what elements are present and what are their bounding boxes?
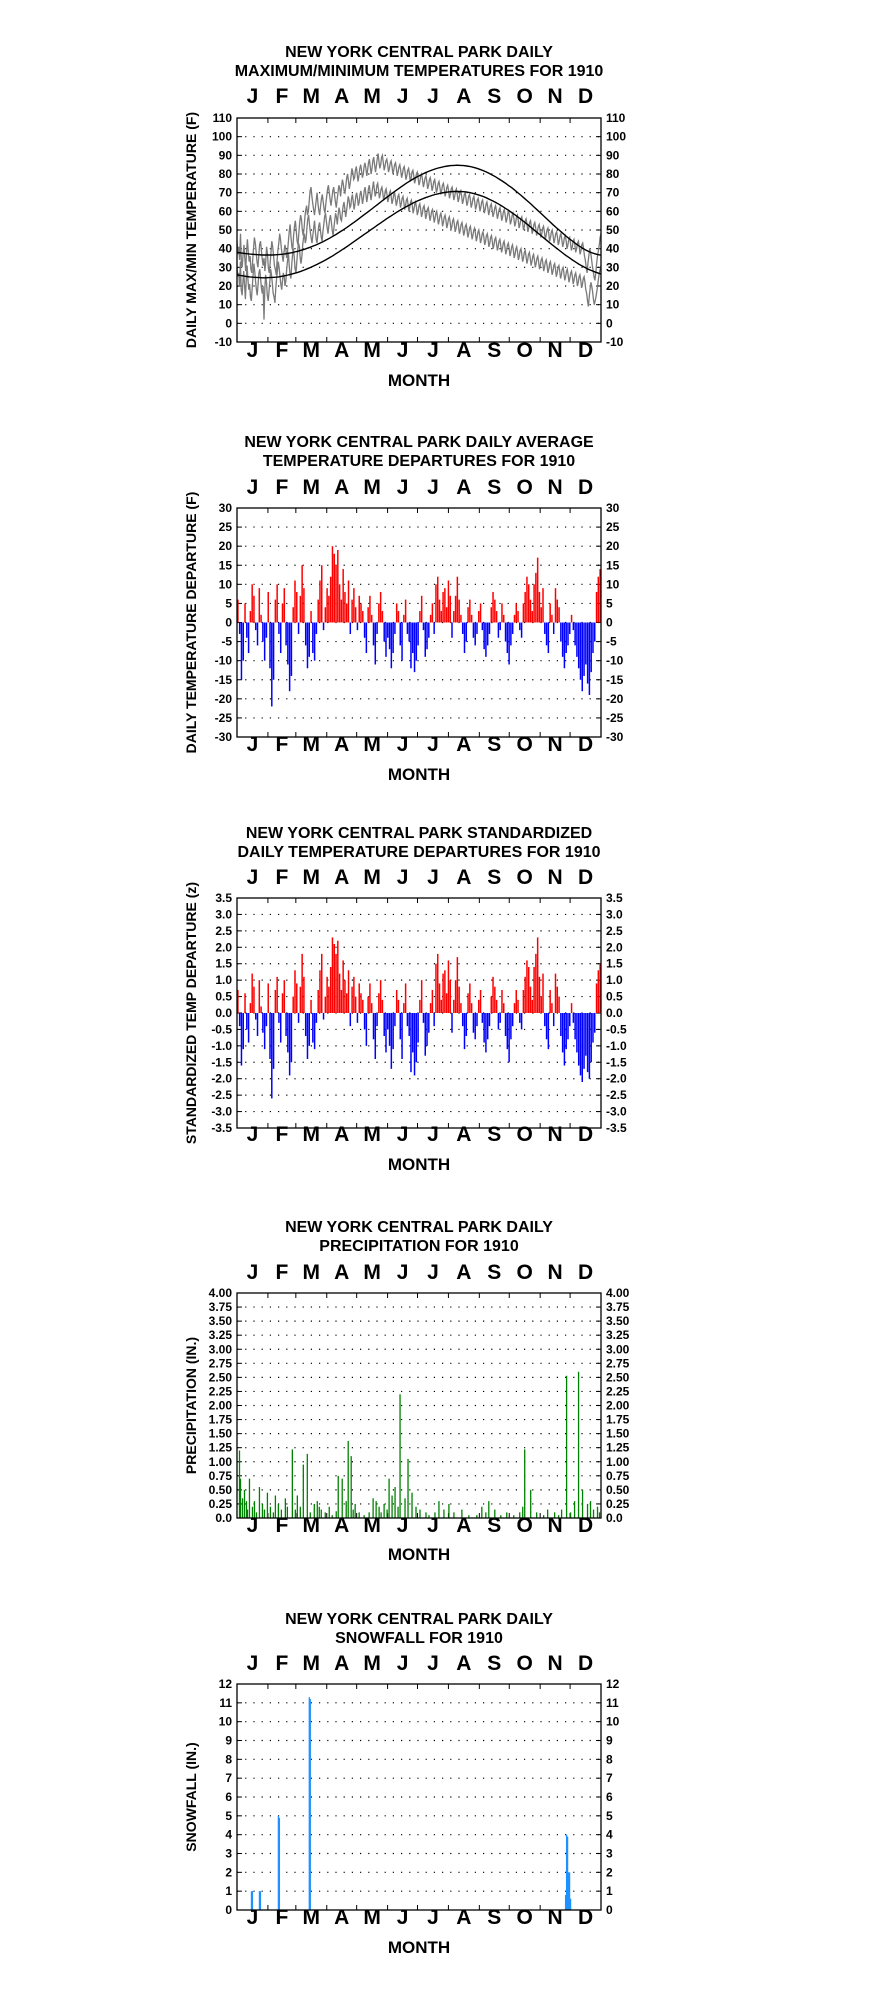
month-label-top: D — [577, 1261, 594, 1284]
y-tick-label-left: -10 — [214, 653, 232, 668]
y-tick-label-left: 10 — [218, 577, 232, 592]
y-tick-label-right: -1.0 — [606, 1038, 627, 1053]
month-label-top: F — [275, 1652, 289, 1675]
month-label-top: A — [456, 1652, 472, 1675]
month-label-bottom: M — [302, 339, 321, 362]
month-label-bottom: S — [487, 1906, 502, 1929]
month-label-bottom: J — [396, 1906, 409, 1929]
y-tick-label-left: 9 — [225, 1733, 232, 1748]
y-tick-label-left: 0.0 — [215, 1511, 232, 1525]
month-label-top: J — [396, 476, 409, 499]
y-tick-label-right: 70 — [606, 185, 620, 200]
month-label-bottom: J — [396, 1514, 409, 1537]
month-label-bottom: A — [456, 339, 472, 362]
y-axis-label: STANDARDIZED TEMP DEPARTURE (z) — [183, 881, 199, 1145]
y-tick-label-left: 3.00 — [208, 1342, 232, 1357]
y-tick-label-right: 5 — [606, 1808, 613, 1823]
x-axis-label: MONTH — [387, 1155, 451, 1174]
chart-panel-3 — [183, 825, 627, 1174]
y-tick-label-right: 2.50 — [606, 1370, 630, 1385]
y-tick-label-right: 2.5 — [606, 923, 623, 938]
month-label-top: F — [275, 1261, 289, 1284]
y-tick-label-left: 1.25 — [208, 1440, 232, 1455]
y-tick-label-right: 0 — [606, 1903, 613, 1917]
month-label-top: A — [334, 85, 350, 108]
month-label-top: J — [427, 476, 439, 499]
month-label-top: J — [396, 866, 409, 889]
y-tick-label-right: 12 — [606, 1677, 620, 1691]
y-axis-label: DAILY TEMPERATURE DEPARTURE (F) — [183, 491, 199, 754]
month-label-top: A — [334, 1261, 350, 1284]
y-tick-label-right: 40 — [606, 241, 620, 256]
y-tick-label-right: 110 — [606, 111, 626, 125]
month-label-bottom: D — [577, 733, 594, 756]
month-label-bottom: O — [516, 733, 533, 756]
month-label-bottom: A — [456, 1514, 472, 1537]
y-tick-label-left: 20 — [218, 279, 232, 293]
y-tick-label-left: 0 — [225, 316, 232, 331]
y-tick-label-right: 3.75 — [606, 1300, 630, 1315]
month-label-top: M — [363, 85, 381, 108]
y-tick-label-right: 20 — [606, 539, 620, 554]
y-tick-label-left: 80 — [218, 167, 232, 181]
month-label-bottom: N — [547, 733, 563, 756]
y-tick-label-right: -20 — [606, 691, 624, 706]
y-tick-label-left: 40 — [218, 241, 232, 256]
y-tick-label-right: 2.0 — [606, 940, 623, 955]
y-tick-label-right: -25 — [606, 710, 624, 725]
y-tick-label-left: 1.75 — [208, 1412, 232, 1427]
y-tick-label-left: -15 — [214, 672, 232, 687]
month-label-top: S — [487, 1652, 502, 1675]
month-label-bottom: S — [487, 733, 502, 756]
y-tick-label-left: 60 — [218, 204, 232, 219]
month-label-top: N — [547, 476, 563, 499]
month-label-bottom: J — [246, 1514, 259, 1537]
y-tick-label-right: 90 — [606, 148, 620, 163]
y-tick-label-right: 0.5 — [606, 989, 623, 1004]
y-tick-label-left: 1.0 — [215, 973, 232, 988]
month-label-top: J — [246, 866, 259, 889]
y-tick-label-left: 1.5 — [215, 956, 232, 971]
y-tick-label-left: -30 — [214, 730, 232, 744]
month-label-top: O — [516, 1261, 533, 1284]
month-label-top: F — [275, 866, 289, 889]
month-label-bottom: A — [334, 339, 350, 362]
month-label-bottom: S — [487, 1514, 502, 1537]
y-tick-label-left: 2.75 — [208, 1356, 232, 1371]
y-tick-label-right: 0.75 — [606, 1468, 630, 1483]
month-label-top: M — [302, 85, 321, 108]
month-label-bottom: M — [363, 1906, 381, 1929]
y-tick-label-left: 15 — [218, 558, 232, 573]
month-label-top: J — [246, 85, 259, 108]
month-label-bottom: J — [427, 1123, 439, 1146]
month-label-top: J — [246, 1652, 259, 1675]
y-tick-label-right: -2.0 — [606, 1071, 627, 1086]
month-label-top: D — [577, 1652, 594, 1675]
month-label-bottom: M — [302, 1123, 321, 1146]
y-tick-label-right: -30 — [606, 730, 624, 744]
y-tick-label-left: 0 — [225, 615, 232, 630]
month-label-top: O — [516, 85, 533, 108]
month-label-top: J — [427, 85, 439, 108]
month-label-bottom: J — [246, 339, 259, 362]
month-label-top: N — [547, 1261, 563, 1284]
month-label-top: N — [547, 85, 563, 108]
y-tick-label-left: 100 — [211, 129, 232, 144]
y-tick-label-left: -0.5 — [211, 1022, 232, 1037]
y-tick-label-left: 3 — [225, 1846, 232, 1861]
month-label-bottom: N — [547, 339, 563, 362]
month-label-top: J — [396, 1652, 409, 1675]
month-label-bottom: J — [396, 1123, 409, 1146]
y-tick-label-right: 5 — [606, 596, 613, 611]
y-tick-label-right: 1.50 — [606, 1426, 630, 1441]
month-label-top: N — [547, 1652, 563, 1675]
y-tick-label-left: 3.25 — [208, 1328, 232, 1343]
y-tick-label-right: 3.0 — [606, 907, 623, 922]
month-label-top: J — [246, 1261, 259, 1284]
y-tick-label-right: 7 — [606, 1771, 613, 1786]
month-label-bottom: M — [363, 339, 381, 362]
month-label-bottom: M — [363, 1514, 381, 1537]
y-tick-label-right: 50 — [606, 223, 620, 237]
y-tick-label-left: -1.5 — [211, 1055, 232, 1070]
y-tick-label-right: 10 — [606, 577, 620, 592]
y-tick-label-left: 6 — [225, 1790, 232, 1804]
y-tick-label-right: -3.5 — [606, 1121, 627, 1135]
y-tick-label-right: 1.0 — [606, 973, 623, 988]
month-label-bottom: J — [246, 1123, 259, 1146]
y-tick-label-left: 2.0 — [215, 940, 232, 955]
y-tick-label-left: 10 — [218, 297, 232, 312]
month-label-top: J — [427, 1261, 439, 1284]
y-tick-label-right: -15 — [606, 672, 624, 687]
y-tick-label-left: -3.0 — [211, 1104, 232, 1119]
month-label-bottom: M — [302, 1906, 321, 1929]
month-label-bottom: A — [456, 1123, 472, 1146]
y-tick-label-right: 4 — [606, 1827, 613, 1842]
month-label-top: M — [363, 1652, 381, 1675]
y-tick-label-left: 0.50 — [208, 1482, 232, 1497]
month-label-bottom: A — [334, 733, 350, 756]
month-label-bottom: N — [547, 1123, 563, 1146]
month-label-top: J — [246, 476, 259, 499]
y-tick-label-right: 2.25 — [606, 1384, 630, 1399]
month-label-bottom: D — [577, 1123, 594, 1146]
y-tick-label-right: 6 — [606, 1790, 613, 1804]
y-tick-label-right: 15 — [606, 558, 620, 573]
month-label-top: S — [487, 85, 502, 108]
chart-title-line: SNOWFALL FOR 1910 — [335, 1630, 503, 1647]
y-tick-label-right: 25 — [606, 520, 620, 535]
y-tick-label-left: -10 — [214, 335, 232, 349]
y-tick-label-right: -10 — [606, 335, 624, 349]
month-label-top: D — [577, 866, 594, 889]
y-tick-label-right: 20 — [606, 279, 620, 293]
chart-panel-5 — [183, 1611, 620, 1957]
chart-title-line: TEMPERATURE DEPARTURES FOR 1910 — [262, 453, 576, 470]
month-label-bottom: F — [275, 1906, 289, 1929]
month-label-top: J — [427, 1652, 439, 1675]
y-tick-label-left: 12 — [218, 1677, 232, 1691]
y-tick-label-left: 2.5 — [215, 923, 232, 938]
y-tick-label-left: 2.50 — [208, 1370, 232, 1385]
y-tick-label-right: -1.5 — [606, 1055, 627, 1070]
month-label-top: S — [487, 1261, 502, 1284]
month-label-top: S — [487, 476, 502, 499]
y-tick-label-left: 110 — [212, 111, 232, 125]
month-label-top: F — [275, 476, 289, 499]
y-tick-label-right: 30 — [606, 501, 620, 515]
y-tick-label-left: 3.0 — [215, 907, 232, 922]
chart-title-line: MAXIMUM/MINIMUM TEMPERATURES FOR 1910 — [234, 63, 604, 80]
month-label-top: M — [302, 476, 321, 499]
month-label-bottom: F — [275, 339, 289, 362]
y-axis-label: DAILY MAX/MIN TEMPERATURE (F) — [183, 111, 199, 349]
month-label-bottom: J — [427, 339, 439, 362]
y-tick-label-right: 2.75 — [606, 1356, 630, 1371]
month-label-bottom: J — [396, 733, 409, 756]
y-tick-label-left: 1.50 — [208, 1426, 232, 1441]
month-label-top: D — [577, 85, 594, 108]
month-label-top: A — [456, 866, 472, 889]
y-tick-label-left: 2 — [225, 1865, 232, 1880]
month-label-bottom: O — [516, 1906, 533, 1929]
y-tick-label-left: 3.75 — [208, 1300, 232, 1315]
y-tick-label-left: 3.5 — [215, 891, 232, 905]
y-tick-label-right: -10 — [606, 653, 624, 668]
y-tick-label-right: 2.00 — [606, 1398, 630, 1413]
month-label-bottom: M — [302, 1514, 321, 1537]
month-label-top: A — [334, 866, 350, 889]
month-label-bottom: J — [427, 1514, 439, 1537]
month-label-bottom: D — [577, 339, 594, 362]
y-tick-label-right: 3 — [606, 1846, 613, 1861]
chart-title-line: NEW YORK CENTRAL PARK DAILY — [285, 1219, 553, 1236]
chart-panel-1 — [183, 44, 626, 390]
y-tick-label-right: 80 — [606, 167, 620, 181]
month-label-top: J — [396, 1261, 409, 1284]
y-tick-label-right: 1.5 — [606, 956, 623, 971]
y-axis-label: PRECIPITATION (IN.) — [183, 1336, 199, 1475]
month-label-bottom: O — [516, 1514, 533, 1537]
month-label-top: A — [334, 1652, 350, 1675]
y-tick-label-right: 60 — [606, 204, 620, 219]
y-tick-label-right: 10 — [606, 1714, 620, 1729]
y-tick-label-right: 0 — [606, 316, 613, 331]
y-tick-label-right: 8 — [606, 1752, 613, 1767]
month-label-bottom: A — [334, 1906, 350, 1929]
month-label-bottom: M — [363, 1123, 381, 1146]
x-axis-label: MONTH — [387, 371, 451, 390]
y-tick-label-right: 30 — [606, 260, 620, 275]
month-label-bottom: F — [275, 1514, 289, 1537]
y-tick-label-left: 0.0 — [215, 1006, 232, 1020]
month-label-top: A — [456, 1261, 472, 1284]
y-tick-label-left: -1.0 — [211, 1038, 232, 1053]
month-label-bottom: M — [302, 733, 321, 756]
y-tick-label-left: -2.0 — [211, 1071, 232, 1086]
month-label-top: N — [547, 866, 563, 889]
y-tick-label-left: -5 — [221, 634, 232, 649]
y-tick-label-left: 20 — [218, 539, 232, 554]
y-tick-label-right: -5 — [606, 634, 617, 649]
month-label-bottom: F — [275, 733, 289, 756]
y-tick-label-left: -3.5 — [211, 1121, 232, 1135]
chart-title-line: NEW YORK CENTRAL PARK DAILY — [285, 44, 553, 61]
month-label-bottom: J — [246, 1906, 259, 1929]
x-axis-label: MONTH — [387, 1545, 451, 1564]
month-label-top: D — [577, 476, 594, 499]
month-label-bottom: A — [334, 1514, 350, 1537]
plot-frame — [237, 1293, 601, 1518]
month-label-top: F — [275, 85, 289, 108]
y-tick-label-left: 3.50 — [208, 1314, 232, 1329]
month-label-bottom: A — [334, 1123, 350, 1146]
month-label-bottom: M — [363, 733, 381, 756]
month-label-bottom: N — [547, 1514, 563, 1537]
y-tick-label-left: 90 — [218, 148, 232, 163]
month-label-top: J — [396, 85, 409, 108]
y-tick-label-right: 3.00 — [606, 1342, 630, 1357]
y-tick-label-left: 2.25 — [208, 1384, 232, 1399]
y-tick-label-left: 1.00 — [208, 1454, 232, 1469]
month-label-top: O — [516, 1652, 533, 1675]
y-tick-label-left: 5 — [225, 596, 232, 611]
month-label-bottom: F — [275, 1123, 289, 1146]
y-tick-label-left: 50 — [218, 223, 232, 237]
y-tick-label-left: 30 — [218, 260, 232, 275]
y-tick-label-left: 4 — [225, 1827, 232, 1842]
chart-title-line: NEW YORK CENTRAL PARK STANDARDIZED — [245, 825, 593, 842]
y-tick-label-left: -2.5 — [211, 1088, 232, 1103]
month-label-top: J — [427, 866, 439, 889]
month-label-top: M — [302, 1652, 321, 1675]
month-label-top: A — [456, 85, 472, 108]
month-label-bottom: O — [516, 339, 533, 362]
chart-title-line: PRECIPITATION FOR 1910 — [319, 1238, 519, 1255]
y-tick-label-left: 0.75 — [208, 1468, 232, 1483]
chart-title-line: NEW YORK CENTRAL PARK DAILY — [285, 1611, 553, 1628]
month-label-top: A — [456, 476, 472, 499]
y-tick-label-left: 70 — [218, 185, 232, 200]
y-tick-label-left: 7 — [225, 1771, 232, 1786]
y-tick-label-left: 11 — [219, 1695, 232, 1710]
chart-panel-2 — [183, 434, 624, 784]
y-tick-label-right: 0.50 — [606, 1482, 630, 1497]
y-tick-label-right: 1.75 — [606, 1412, 630, 1427]
y-tick-label-right: -3.0 — [606, 1104, 627, 1119]
y-axis-label: SNOWFALL (IN.) — [183, 1742, 199, 1852]
month-label-bottom: J — [427, 1906, 439, 1929]
series-line-daily-min — [237, 182, 601, 320]
x-axis-label: MONTH — [387, 765, 451, 784]
y-tick-label-left: 0.5 — [215, 989, 232, 1004]
y-tick-label-right: 0 — [606, 615, 613, 630]
y-tick-label-left: 10 — [218, 1714, 232, 1729]
month-label-bottom: N — [547, 1906, 563, 1929]
month-label-top: A — [334, 476, 350, 499]
y-tick-label-left: -20 — [214, 691, 232, 706]
y-tick-label-right: -2.5 — [606, 1088, 627, 1103]
y-tick-label-left: 0.25 — [208, 1496, 232, 1511]
chart-title-line: DAILY TEMPERATURE DEPARTURES FOR 1910 — [237, 844, 601, 861]
month-label-top: O — [516, 866, 533, 889]
month-label-bottom: J — [396, 339, 409, 362]
x-axis-label: MONTH — [387, 1938, 451, 1957]
y-tick-label-left: 30 — [218, 501, 232, 515]
chart-title-line: NEW YORK CENTRAL PARK DAILY AVERAGE — [244, 434, 594, 451]
month-label-bottom: A — [456, 1906, 472, 1929]
month-label-bottom: J — [246, 733, 259, 756]
y-tick-label-right: 0.0 — [606, 1511, 623, 1525]
month-label-bottom: A — [456, 733, 472, 756]
month-label-bottom: S — [487, 1123, 502, 1146]
y-tick-label-right: 11 — [606, 1695, 619, 1710]
plot-frame — [237, 1684, 601, 1910]
y-tick-label-right: 3.50 — [606, 1314, 630, 1329]
y-tick-label-left: 1 — [225, 1884, 232, 1899]
month-label-bottom: J — [427, 733, 439, 756]
month-label-top: S — [487, 866, 502, 889]
y-tick-label-right: 1.25 — [606, 1440, 630, 1455]
y-tick-label-right: 9 — [606, 1733, 613, 1748]
month-label-top: O — [516, 476, 533, 499]
month-label-top: M — [363, 866, 381, 889]
y-tick-label-left: 0 — [225, 1903, 232, 1917]
y-tick-label-right: 10 — [606, 297, 620, 312]
y-tick-label-right: 2 — [606, 1865, 613, 1880]
y-tick-label-right: 3.25 — [606, 1328, 630, 1343]
month-label-bottom: S — [487, 339, 502, 362]
y-tick-label-right: 0.25 — [606, 1496, 630, 1511]
y-tick-label-left: 5 — [225, 1808, 232, 1823]
y-tick-label-left: 2.00 — [208, 1398, 232, 1413]
y-tick-label-right: 4.00 — [606, 1286, 630, 1300]
chart-panel-4 — [183, 1219, 630, 1564]
y-tick-label-left: 25 — [218, 520, 232, 535]
month-label-bottom: D — [577, 1514, 594, 1537]
month-label-bottom: D — [577, 1906, 594, 1929]
month-label-top: M — [363, 1261, 381, 1284]
y-tick-label-right: 3.5 — [606, 891, 623, 905]
y-tick-label-right: 0.0 — [606, 1006, 623, 1020]
month-label-top: M — [302, 1261, 321, 1284]
y-tick-label-left: 8 — [225, 1752, 232, 1767]
y-tick-label-left: 4.00 — [208, 1286, 232, 1300]
month-label-top: M — [363, 476, 381, 499]
y-tick-label-left: -25 — [214, 710, 232, 725]
y-tick-label-right: 100 — [606, 129, 627, 144]
month-label-bottom: O — [516, 1123, 533, 1146]
y-tick-label-right: -0.5 — [606, 1022, 627, 1037]
y-tick-label-right: 1 — [606, 1884, 613, 1899]
y-tick-label-right: 1.00 — [606, 1454, 630, 1469]
month-label-top: M — [302, 866, 321, 889]
